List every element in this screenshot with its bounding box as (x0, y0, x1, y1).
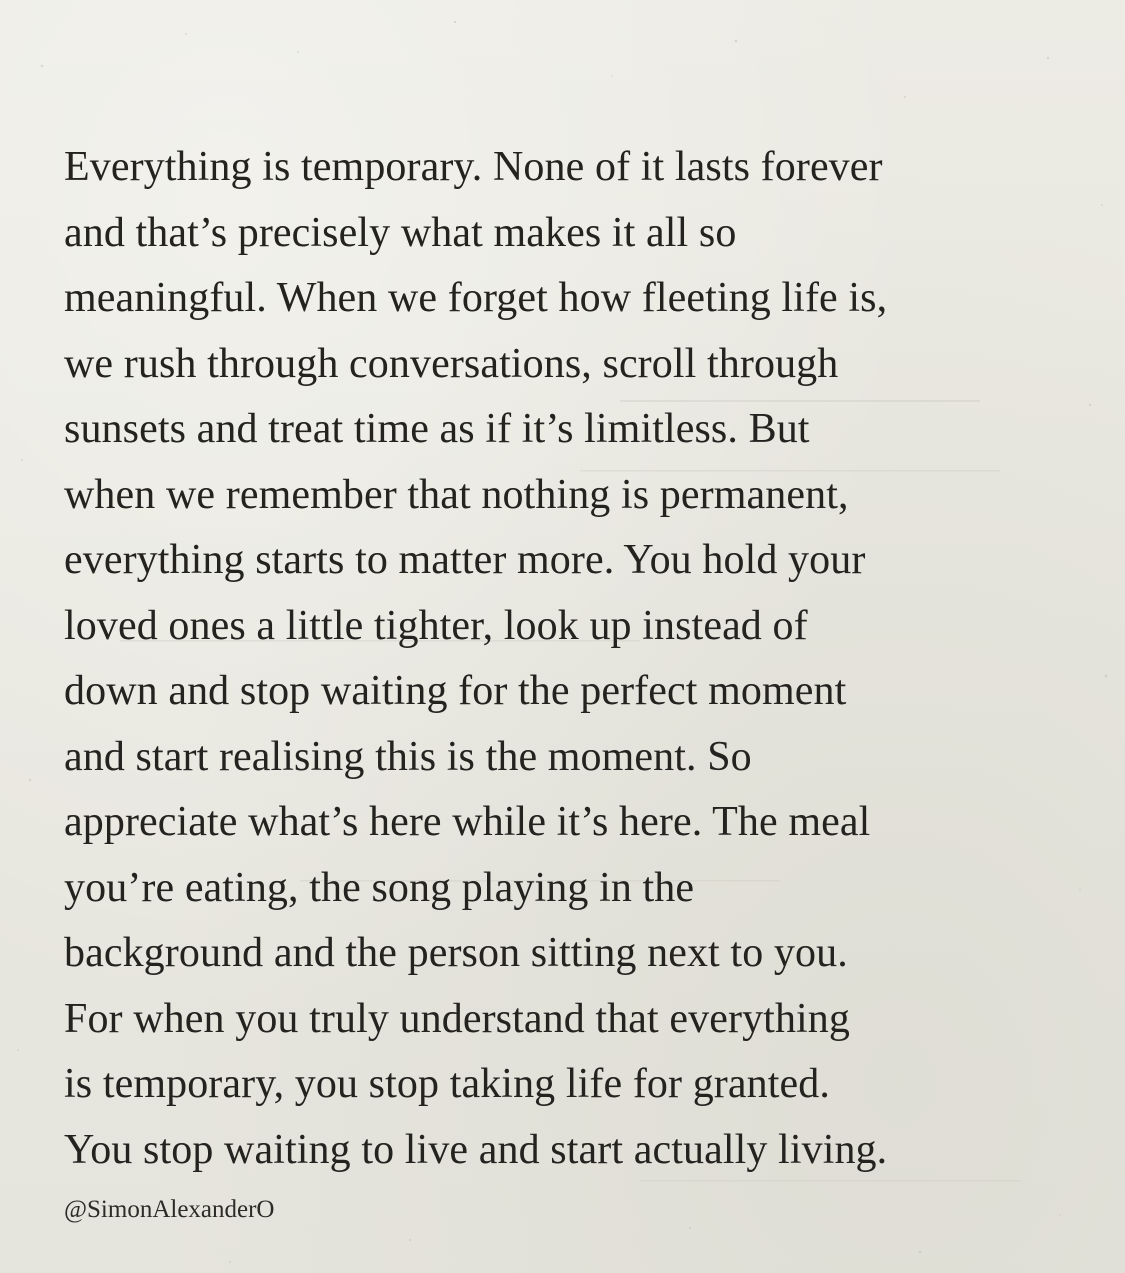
quote-line: and start realising this is the moment. So (64, 733, 752, 780)
quote-line: you’re eating, the song playing in the (64, 864, 695, 911)
quote-line: loved ones a little tighter, look up instead of (64, 602, 808, 649)
quote-line: when we remember that nothing is permanent, (64, 471, 849, 518)
quote-line: background and the person sitting next to you. (64, 930, 848, 976)
quote-line: meaningful. When we forget how fleeting life is, (64, 275, 888, 321)
quote-text (64, 135, 1104, 1183)
quote-line: Everything is temporary. None of it lasts forever (64, 144, 883, 190)
quote-line: is temporary, you stop taking life for granted. (64, 1061, 830, 1107)
author-handle: @SimonAlexanderO (64, 1196, 275, 1223)
quote-line: down and stop waiting for the perfect moment (64, 668, 847, 714)
quote-line: appreciate what’s here while it’s here. The meal (64, 799, 871, 845)
quote-line: You stop waiting to live and start actually living. (64, 1126, 888, 1173)
quote-line: everything starts to matter more. You hold your (64, 537, 866, 583)
quote-line: For when you truly understand that everything (64, 995, 851, 1042)
quote-line: sunsets and treat time as if it’s limitless. But (64, 406, 810, 452)
quote-line: and that’s precisely what makes it all so (64, 209, 737, 256)
quote-line: we rush through conversations, scroll through (64, 340, 839, 387)
